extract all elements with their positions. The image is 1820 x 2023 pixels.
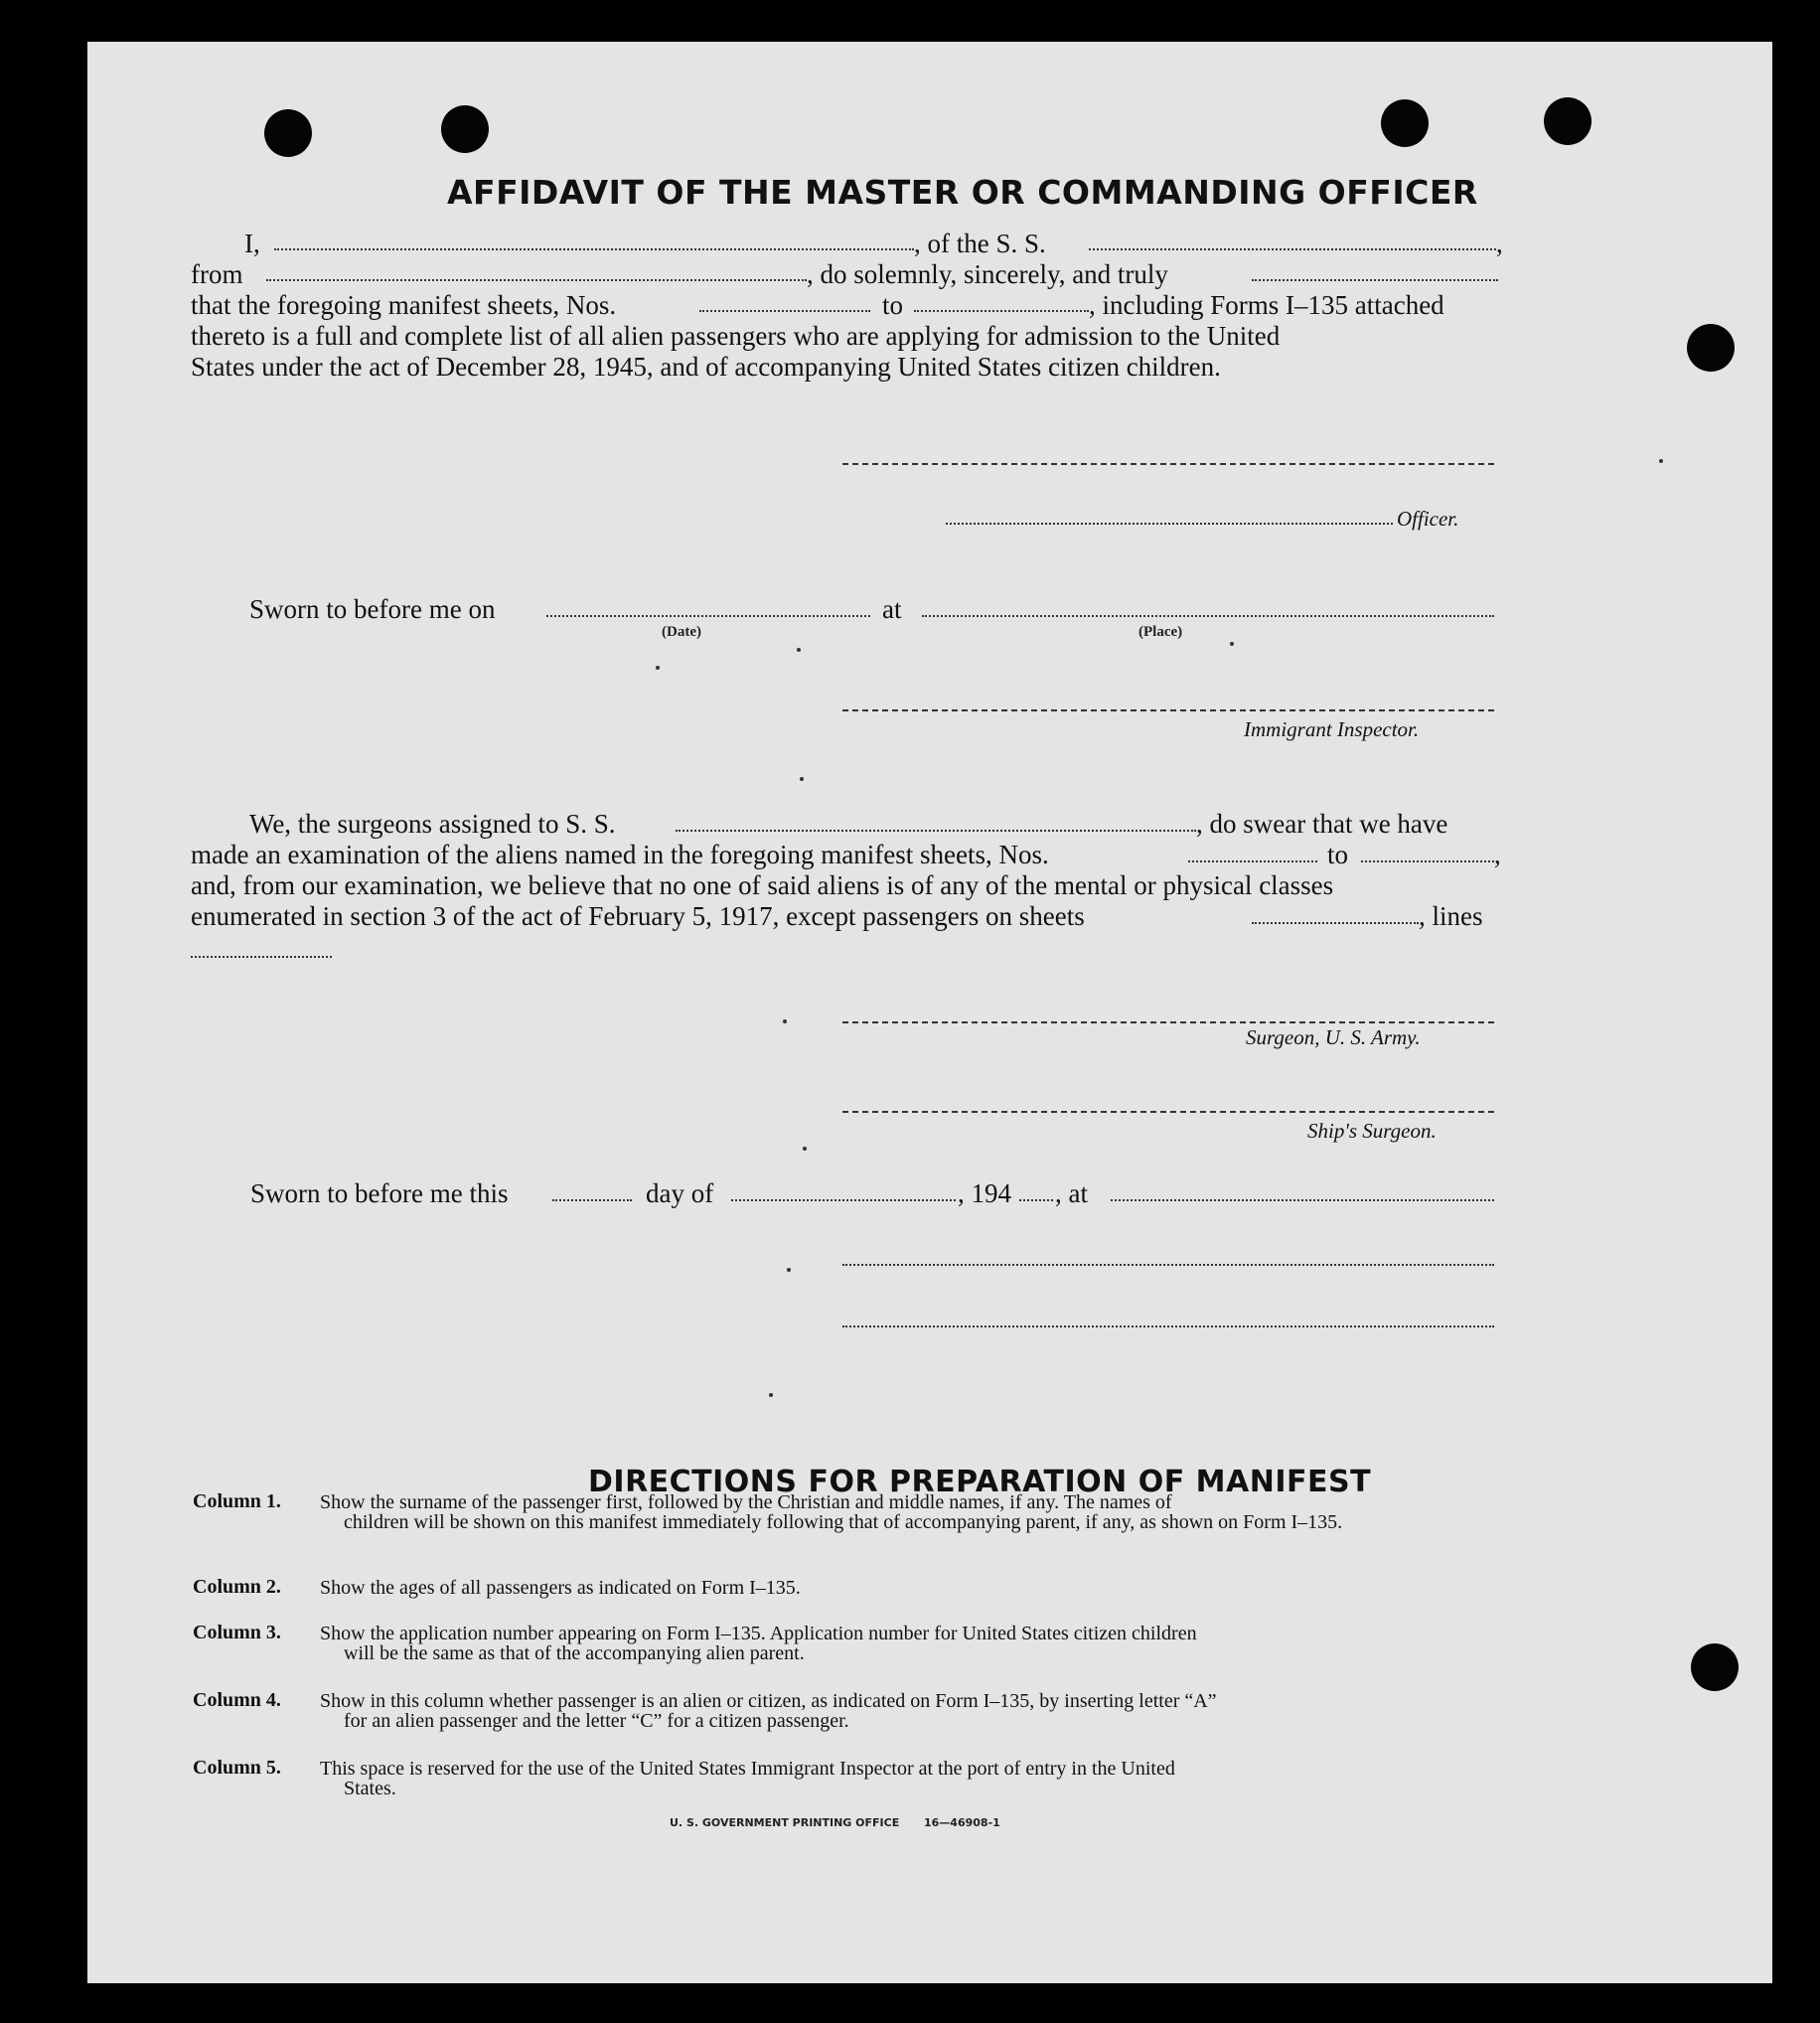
column-text-line1: Show the surname of the passenger first, followed by the Christian and middle names, if any. The names of xyxy=(320,1491,1172,1513)
sworn2-at: , at xyxy=(1055,1178,1088,1208)
column-text-line1: This space is reserved for the use of the United States Immigrant Inspector at the port of entry in the United xyxy=(320,1758,1175,1780)
speck xyxy=(803,1147,807,1151)
column-text-line1: Show the ages of all passengers as indicated on Form I–135. xyxy=(320,1577,801,1599)
punch-hole xyxy=(1381,99,1429,147)
speck xyxy=(1659,459,1663,463)
punch-hole xyxy=(1544,97,1592,145)
master-name-field[interactable] xyxy=(274,248,914,250)
sworn2-signature-line[interactable] xyxy=(842,1264,1494,1266)
column-text-rest: children will be shown on this manifest immediately following that of accompanying parent, if any, as shown on Form I–135. xyxy=(344,1511,1343,1533)
ship-name-field[interactable] xyxy=(1089,248,1496,250)
inspector-caption: Immigrant Inspector. xyxy=(1244,717,1420,741)
surgeons-ship-field[interactable] xyxy=(676,830,1196,832)
place-caption: (Place) xyxy=(1138,624,1183,640)
directions-title: DIRECTIONS FOR PREPARATION OF MANIFEST xyxy=(588,1465,1372,1499)
column-label: Column 4. xyxy=(193,1689,281,1711)
surgeons-line4-a: enumerated in section 3 of the act of February 5, 1917, except passengers on sheets xyxy=(191,901,1085,931)
column-text-line1: Show in this column whether passenger is an alien or citizen, as indicated on Form I–135, by inserting letter “A” xyxy=(320,1690,1217,1712)
affidavit-i-label: I, xyxy=(244,229,260,258)
affidavit-solemnly: , do solemnly, sincerely, and truly xyxy=(807,259,1168,289)
speck xyxy=(783,1019,787,1023)
column-label: Column 1. xyxy=(193,1490,281,1512)
sworn1-date-field[interactable] xyxy=(546,615,870,617)
sworn2-day-of: day of xyxy=(646,1178,714,1208)
column-label: Column 3. xyxy=(193,1622,281,1643)
officer-title-line[interactable] xyxy=(946,523,1393,525)
form-number: 16—46908-1 xyxy=(924,1816,1000,1829)
officer-caption: Officer. xyxy=(1397,507,1459,531)
speck xyxy=(769,1393,773,1397)
punch-hole xyxy=(1691,1643,1739,1691)
speck xyxy=(1230,642,1234,646)
sheets-to-field[interactable] xyxy=(914,310,1089,312)
affidavit-title: AFFIDAVIT OF THE MASTER OR COMMANDING OFFICER xyxy=(447,173,1478,212)
affidavit-from-label: from xyxy=(191,259,243,289)
surgeons-line1-b: , do swear that we have xyxy=(1196,809,1448,839)
sheets-from-field[interactable] xyxy=(699,310,870,312)
speck xyxy=(787,1268,791,1272)
affidavit-to-label: to xyxy=(882,290,904,320)
surgeons-sheets-to-field[interactable] xyxy=(1361,860,1494,862)
surgeons-line3: and, from our examination, we believe that no one of said aliens is of any of the mental or physical classes xyxy=(191,870,1334,900)
affirm-field[interactable] xyxy=(1252,279,1498,281)
speck xyxy=(800,777,804,781)
sworn2-title-line[interactable] xyxy=(842,1325,1494,1327)
surgeons-line1-a: We, the surgeons assigned to S. S. xyxy=(249,809,616,839)
column-text xyxy=(320,1492,1488,1532)
sworn2-year: , 194 xyxy=(958,1178,1011,1208)
sworn1-prefix: Sworn to before me on xyxy=(249,594,496,624)
punch-hole xyxy=(264,109,312,157)
column-text-line1: Show the application number appearing on Form I–135. Application number for United States citizen children xyxy=(320,1623,1197,1644)
speck xyxy=(797,648,801,652)
date-caption: (Date) xyxy=(662,624,701,640)
sworn2-day-field[interactable] xyxy=(552,1199,632,1201)
ship-surgeon-signature-line[interactable] xyxy=(842,1111,1494,1113)
column-text xyxy=(320,1691,1488,1731)
column-text xyxy=(320,1578,1488,1598)
form-page xyxy=(87,42,1772,1983)
affidavit-line5: States under the act of December 28, 1945, and of accompanying United States citizen children. xyxy=(191,352,1221,382)
column-text-rest: will be the same as that of the accompanying alien parent. xyxy=(344,1642,805,1664)
column-text xyxy=(320,1624,1488,1663)
army-surgeon-caption: Surgeon, U. S. Army. xyxy=(1246,1025,1421,1049)
sworn2-place-field[interactable] xyxy=(1111,1199,1494,1201)
port-from-field[interactable] xyxy=(266,279,807,281)
inspector-signature-line[interactable] xyxy=(842,709,1494,711)
column-label: Column 2. xyxy=(193,1576,281,1598)
affidavit-ship-label: , of the S. S. xyxy=(914,229,1046,258)
punch-hole xyxy=(1687,324,1735,372)
column-text-rest: for an alien passenger and the letter “C” for a citizen passenger. xyxy=(344,1710,849,1732)
sworn2-prefix: Sworn to before me this xyxy=(250,1178,509,1208)
surgeons-line2-a: made an examination of the aliens named in the foregoing manifest sheets, Nos. xyxy=(191,840,1049,869)
printer-imprint: U. S. GOVERNMENT PRINTING OFFICE xyxy=(670,1816,900,1829)
affidavit-including: , including Forms I–135 attached xyxy=(1089,290,1444,320)
sworn2-month-field[interactable] xyxy=(731,1199,956,1201)
surgeons-line2-to: to xyxy=(1327,840,1349,869)
sworn2-year-field[interactable] xyxy=(1019,1199,1053,1201)
column-text-rest: States. xyxy=(344,1778,396,1799)
ship-surgeon-caption: Ship's Surgeon. xyxy=(1307,1119,1437,1143)
affidavit-sheets-label: that the foregoing manifest sheets, Nos. xyxy=(191,290,617,320)
sworn1-at: at xyxy=(882,594,902,624)
surgeons-lines-field[interactable] xyxy=(191,956,332,958)
affidavit-comma: , xyxy=(1496,229,1503,258)
speck xyxy=(656,666,660,670)
surgeons-line4-b: , lines xyxy=(1419,901,1483,931)
army-surgeon-signature-line[interactable] xyxy=(842,1021,1494,1023)
surgeons-sheets-from-field[interactable] xyxy=(1188,860,1317,862)
sworn1-place-field[interactable] xyxy=(922,615,1494,617)
column-text xyxy=(320,1759,1488,1798)
affidavit-line4: thereto is a full and complete list of all alien passengers who are applying for admission to the United xyxy=(191,321,1281,351)
column-label: Column 5. xyxy=(193,1757,281,1779)
surgeons-except-sheets-field[interactable] xyxy=(1252,922,1419,924)
officer-signature-line[interactable] xyxy=(842,463,1494,465)
surgeons-line2-comma: , xyxy=(1494,840,1501,869)
punch-hole xyxy=(441,105,489,153)
